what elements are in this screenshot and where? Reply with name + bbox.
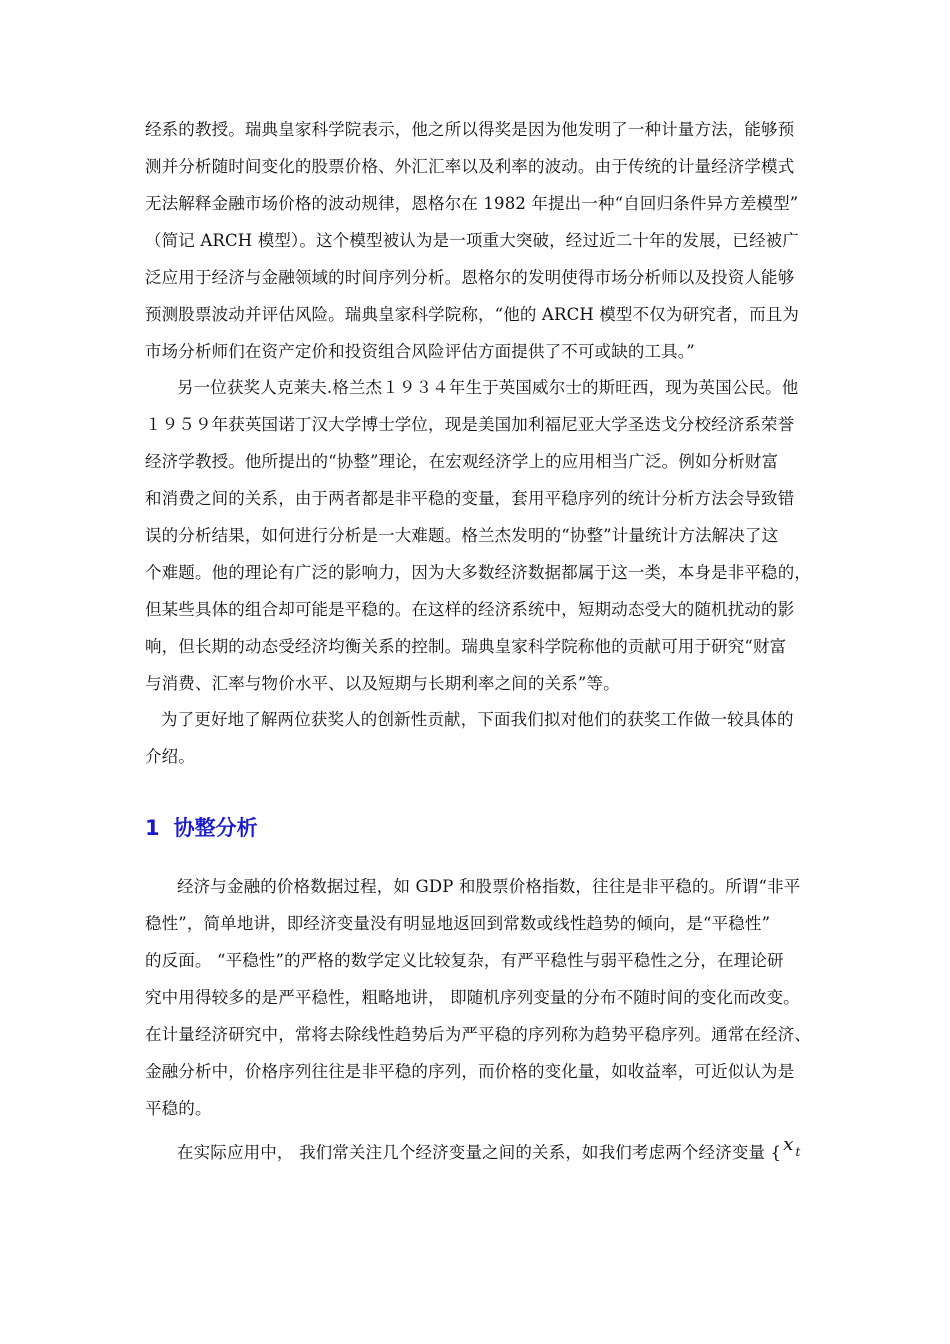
paragraph-1-line: 市场分析师们在资产定价和投资组合风险评估方面提供了不可或缺的工具。” bbox=[145, 342, 695, 361]
paragraph-4-line: 平稳的。 bbox=[145, 1099, 212, 1118]
paragraph-1-line: （简记 ARCH 模型）。这个模型被认为是一项重大突破，经过近二十年的发展，已经被广 bbox=[145, 231, 799, 250]
paragraph-1-line: 泛应用于经济与金融领域的时间序列分析。恩格尔的发明使得市场分析师以及投资人能够 bbox=[145, 268, 795, 287]
paragraph-2-line: 响，但长期的动态受经济均衡关系的控制。瑞典皇家科学院称他的贡献可用于研究“财富 bbox=[145, 637, 787, 656]
paragraph-3-line: 介绍。 bbox=[145, 747, 195, 766]
paragraph-4-line: 在计量经济研究中，常将去除线性趋势后为严平稳的序列称为趋势平稳序列。通常在经济、 bbox=[145, 1025, 811, 1044]
paragraph-2-line: 误的分析结果，如何进行分析是一大难题。格兰杰发明的“协整”计量统计方法解决了这 bbox=[145, 526, 779, 545]
paragraph-4-line: 究中用得较多的是严平稳性，粗略地讲， 即随机序列变量的分布不随时间的变化而改变。 bbox=[145, 988, 800, 1007]
paragraph-4-line: 稳性”，简单地讲，即经济变量没有明显地返回到常数或线性趋势的倾向，是“平稳性” bbox=[145, 914, 771, 933]
paragraph-2-line: 与消费、汇率与物价水平、以及短期与长期利率之间的关系”等。 bbox=[145, 674, 620, 693]
paragraph-2-line: 和消费之间的关系，由于两者都是非平稳的变量，套用平稳序列的统计分析方法会导致错 bbox=[145, 489, 795, 508]
paragraph-3-line: 为了更好地了解两位获奖人的创新性贡献，下面我们拟对他们的获奖工作做一较具体的 bbox=[161, 710, 794, 729]
paragraph-4-line: 金融分析中，价格序列往往是非平稳的序列，而价格的变化量，如收益率，可近似认为是 bbox=[145, 1062, 795, 1081]
paragraph-2-line: 另一位获奖人克莱夫.格兰杰１９３４年生于英国威尔士的斯旺西，现为英国公民。他 bbox=[177, 378, 799, 397]
paragraph-4-line: 经济与金融的价格数据过程，如 GDP 和股票价格指数，往往是非平稳的。所谓“非平 bbox=[177, 877, 801, 896]
section-title: 协整分析 bbox=[173, 816, 258, 840]
paragraph-2-line: 但某些具体的组合却可能是平稳的。在这样的经济系统中，短期动态受大的随机扰动的影 bbox=[145, 600, 795, 619]
paragraph-5-line bbox=[177, 1134, 847, 1165]
math-variable-x: x bbox=[783, 1134, 794, 1155]
section-number: 1 bbox=[145, 816, 160, 840]
paragraph-4-line: 的反面。 “平稳性”的严格的数学定义比较复杂，有严平稳性与弱平稳性之分，在理论研 bbox=[145, 951, 784, 970]
paragraph-1-line: 测并分析随时间变化的股票价格、外汇汇率以及利率的波动。由于传统的计量经济学模式 bbox=[145, 157, 795, 176]
paragraph-2-line: １９５９年获英国诺丁汉大学博士学位，现是美国加利福尼亚大学圣迭戈分校经济系荣誉 bbox=[145, 415, 795, 434]
paragraph-2-line: 经济学教授。他所提出的“协整”理论，在宏观经济学上的应用相当广泛。例如分析财富 bbox=[145, 452, 779, 471]
paragraph-1-line: 无法解释金融市场价格的波动规律，恩格尔在 1982 年提出一种“自回归条件异方差模型” bbox=[145, 194, 799, 213]
section-heading bbox=[145, 814, 258, 842]
paragraph-5-text: 在实际应用中， 我们常关注几个经济变量之间的关系，如我们考虑两个经济变量 { bbox=[177, 1143, 782, 1162]
math-subscript-t: t bbox=[795, 1145, 801, 1159]
paragraph-1-line: 经系的教授。瑞典皇家科学院表示，他之所以得奖是因为他发明了一种计量方法，能够预 bbox=[145, 120, 795, 139]
paragraph-2-line: 个难题。他的理论有广泛的影响力，因为大多数经济数据都属于这一类，本身是非平稳的， bbox=[145, 563, 811, 582]
paragraph-1-line: 预测股票波动并评估风险。瑞典皇家科学院称，“他的 ARCH 模型不仅为研究者，而且为 bbox=[145, 305, 800, 324]
